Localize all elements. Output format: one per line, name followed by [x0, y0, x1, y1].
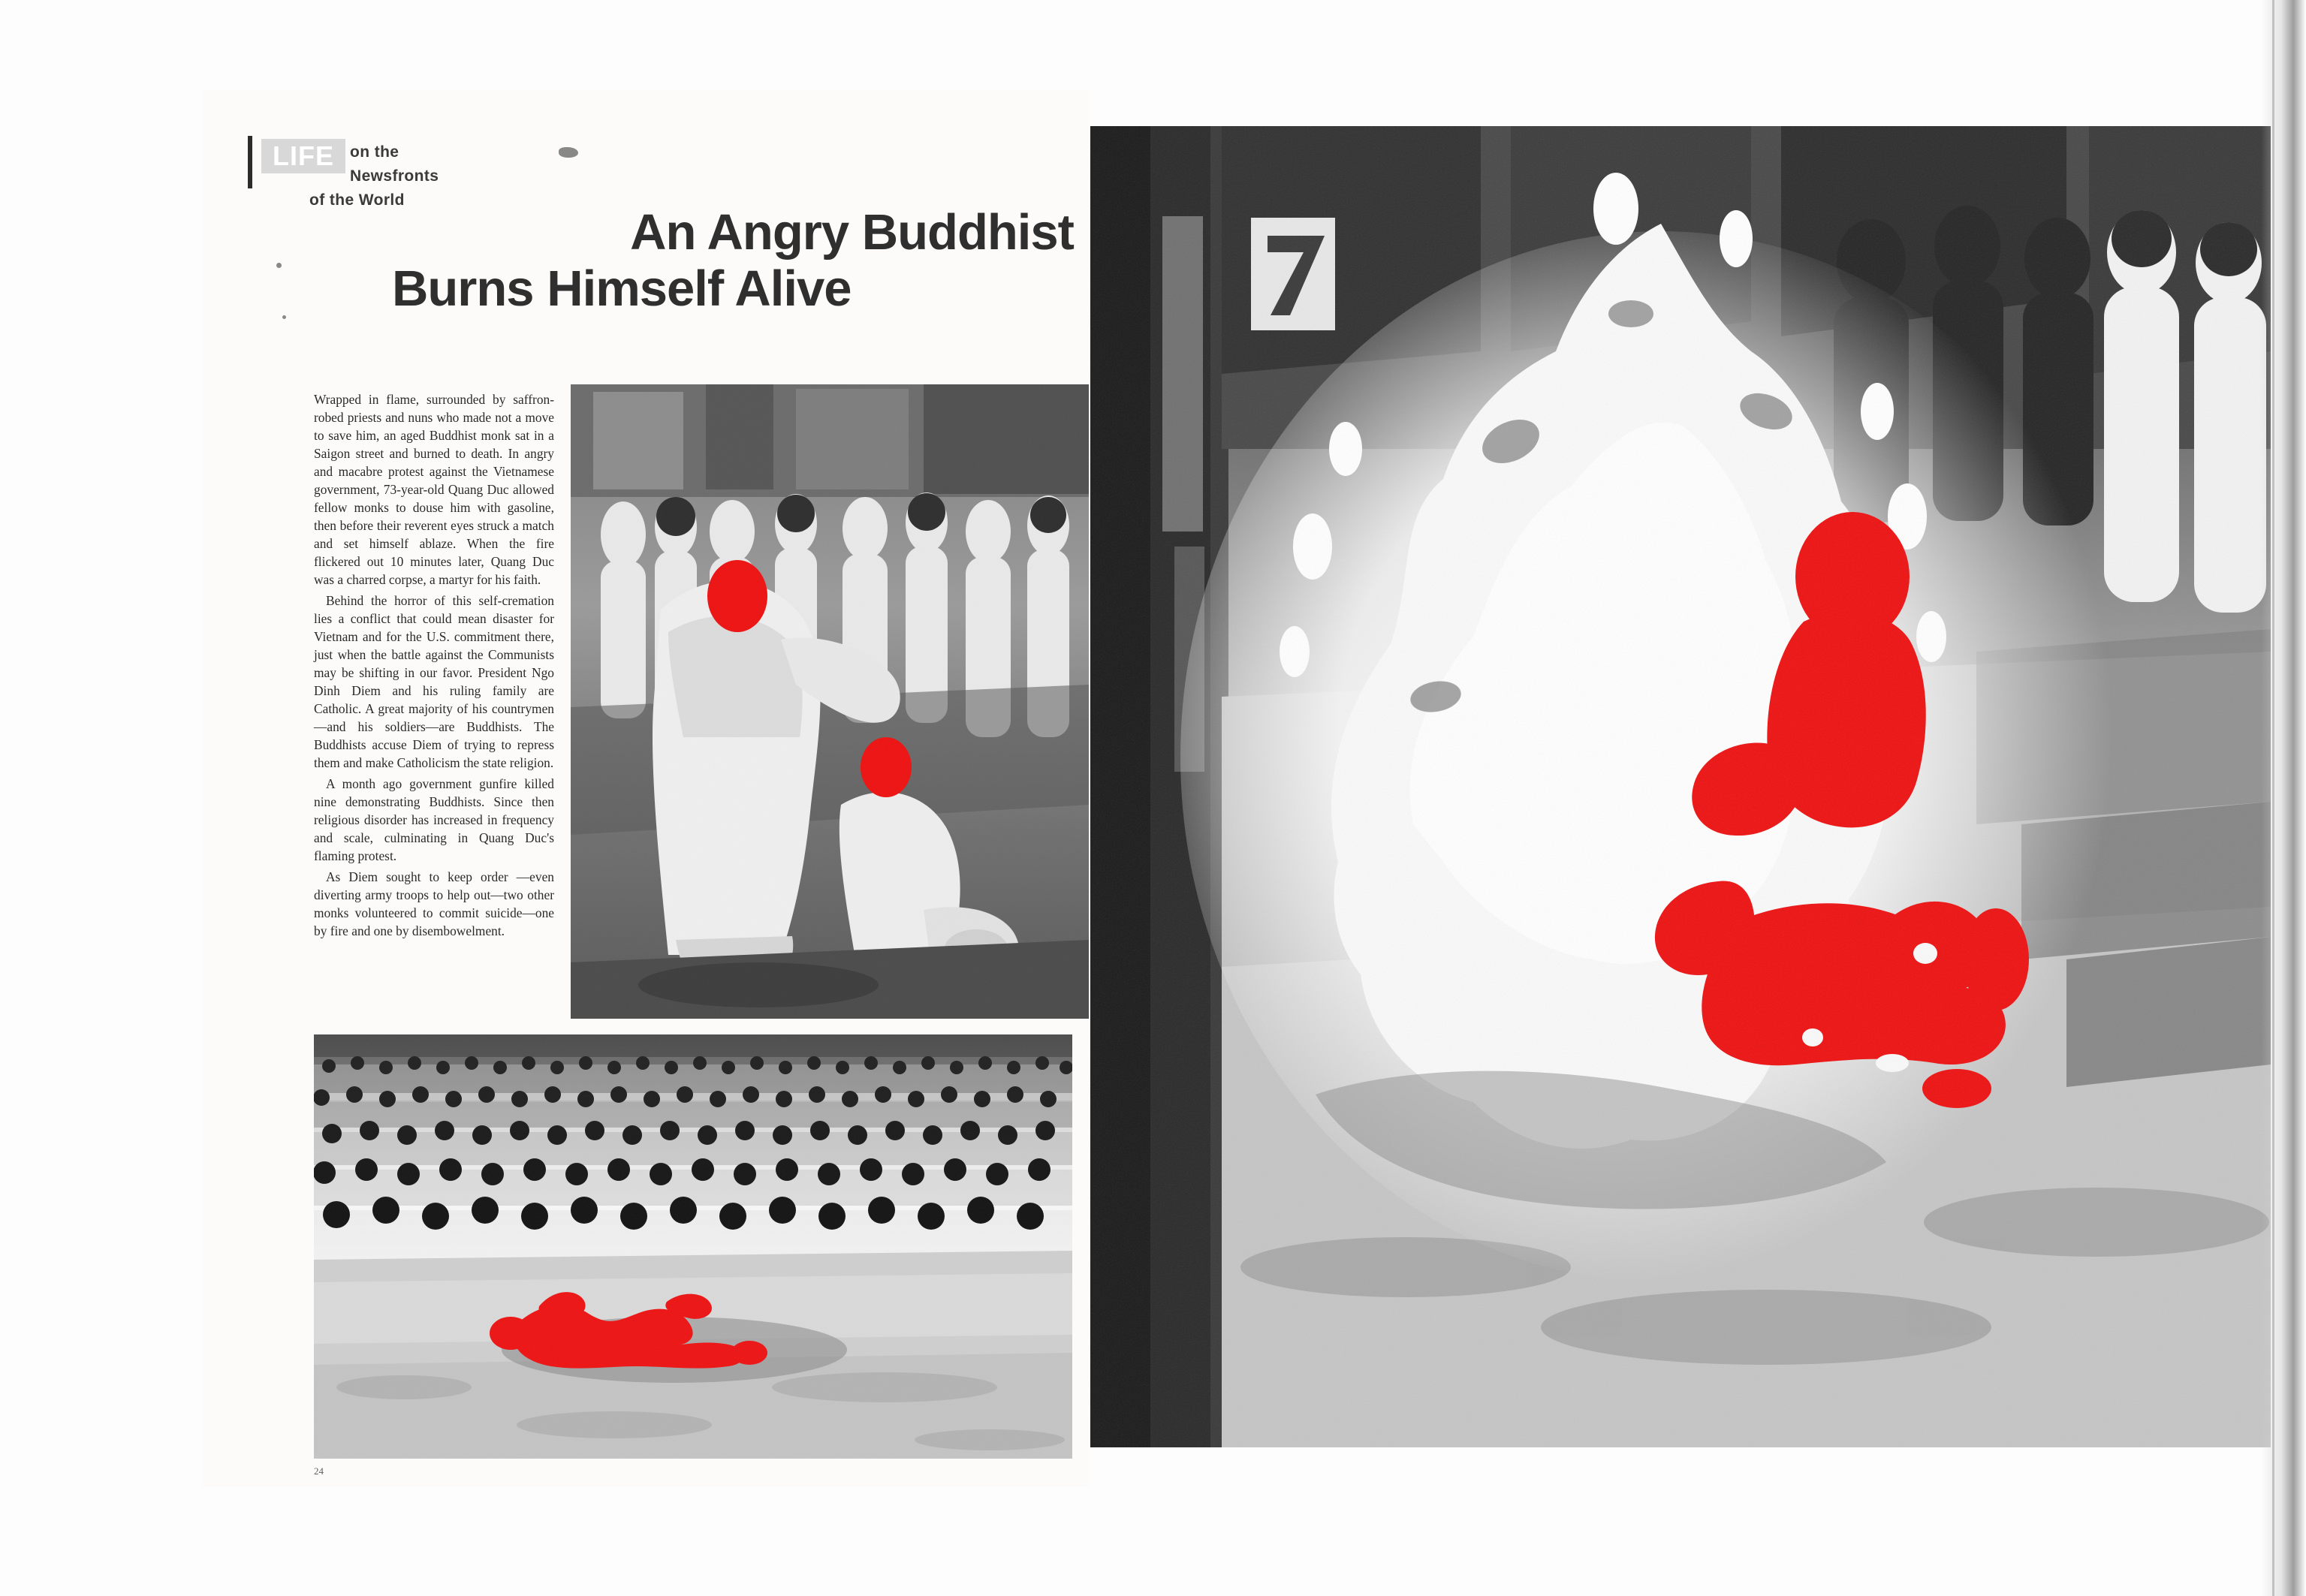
section-line-1: on the	[350, 143, 399, 161]
photo-top-graphic	[571, 384, 1089, 1019]
article-paragraph: Behind the horror of this self-cremation lies a conflict that could mean disaster for Vietnam and for the U.S. commitment there, just when the battle against the Communists may be shifting in our favor. President Ngo Dinh Diem and his ruling family are Catholic. A great majority of his countrymen —and his soldiers—are Buddhists. The Buddhists accuse Diem of trying to repress them and make Catholicism the state religion.	[314, 593, 554, 771]
folio-number: 24	[314, 1465, 324, 1477]
article-paragraph: A month ago government gunfire killed nine demonstrating Buddhists. Since then religious disorder has increased in frequency and scale, culminating in Quang Duc's flaming protest.	[314, 776, 554, 864]
page-title	[360, 204, 1081, 317]
article-paragraph: Wrapped in flame, surrounded by saffron-robed priests and nuns who made not a move to save him, an aged Buddhist monk sat in a Saigon street and burned to death. In angry and macabre protest against the Vietnamese government, 73-year-old Quang Duc allowed fellow monks to douse him with gasoline, then before their reverent eyes struck a match and set himself ablaze. When the fire flickered out 10 minutes later, Quang Duc was a charred corpse, a martyr for his faith.	[314, 392, 554, 588]
scan-speck	[282, 315, 286, 319]
page-edge-line	[2272, 0, 2274, 1596]
scan-speck	[276, 263, 282, 268]
headline-line-1: An Angry Buddhist	[630, 204, 1074, 260]
section-line-3: of the World	[309, 191, 405, 209]
masthead-rule	[248, 136, 252, 188]
life-logo: LIFE	[261, 139, 345, 173]
photo-monk-burning-in-street	[1090, 126, 2271, 1447]
article-body	[314, 390, 554, 943]
photo-monks-assisting-in-street	[571, 384, 1089, 1019]
scan-speck	[559, 147, 578, 158]
photo-right-graphic	[1090, 126, 2271, 1447]
headline-line-2: Burns Himself Alive	[392, 260, 852, 318]
article-paragraph: As Diem sought to keep order —even diverting army troops to help out—two other monks volunteered to commit suicide—one by fire and one by disembowelment.	[314, 869, 554, 939]
section-line-2: Newsfronts	[350, 167, 439, 185]
photo-crowd-watching-body	[314, 1034, 1072, 1459]
photo-bottom-graphic	[314, 1034, 1072, 1459]
